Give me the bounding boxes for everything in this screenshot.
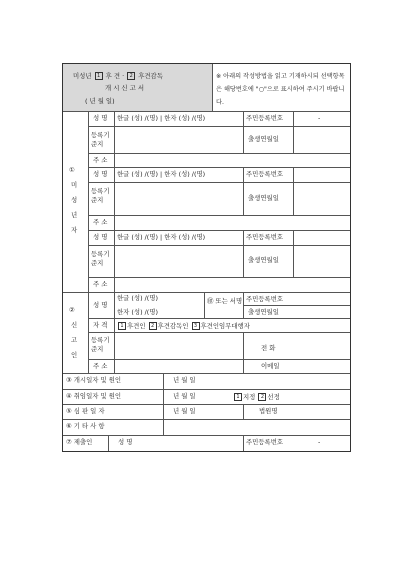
name-label: 성 명: [93, 170, 108, 178]
birth-label: 출생연월일: [248, 308, 279, 316]
section2-title-char: 고: [71, 336, 78, 344]
appointment-date-value[interactable]: 년 월 일: [173, 392, 196, 400]
address-label: 주 소: [93, 218, 108, 226]
submitter-rrn-label: 주민등록번호: [246, 438, 284, 446]
domicile-label: 등록기준지: [91, 131, 110, 148]
option-1-box[interactable]: 1: [95, 72, 103, 80]
qualification-label: 자 격: [93, 321, 108, 329]
start-date-label: ③ 개시일자 및 원인: [66, 376, 122, 384]
domicile-label: 등록기준지: [91, 250, 110, 267]
name-label: 성 명: [93, 114, 108, 122]
designation-options[interactable]: 1 지정 2 선정: [233, 393, 280, 401]
start-date-value[interactable]: 년 월 일: [173, 376, 196, 384]
court-label: 법원명: [259, 407, 278, 415]
section2-number: ②: [69, 306, 75, 314]
reporter-name-label: 성 명: [93, 301, 108, 309]
section1-number: ①: [69, 166, 75, 174]
name-field[interactable]: 한글 (성) /(명) | 한자 (성) /(명): [117, 114, 206, 122]
birth-label: 출생연월일: [248, 135, 279, 143]
address-label: 주 소: [93, 156, 108, 164]
rrn-value[interactable]: -: [318, 114, 321, 122]
birth-label: 출생연월일: [248, 256, 279, 264]
address-label: 주 소: [93, 280, 108, 288]
phone-label: 전 화: [261, 344, 276, 352]
name-label: 성 명: [93, 233, 108, 241]
section1-title-char: 성: [71, 196, 78, 204]
name-field[interactable]: 한글 (성) /(명) | 한자 (성) /(명): [117, 170, 206, 178]
rrn-label: 주민등록번호: [246, 295, 284, 303]
email-label: 이메일: [261, 362, 280, 370]
other-notes-label: ⑥ 기 타 사 항: [66, 422, 105, 430]
seal-or-signature[interactable]: ㊞ 또는 서명: [207, 297, 243, 305]
submitter-name-label: 성 명: [118, 438, 133, 446]
qualification-options[interactable]: 1 후견인 2 후견감독인 3 후견인임무대행자: [117, 322, 250, 330]
form-title: 개 시 신 고 서: [105, 84, 144, 92]
submitter-label: ⑦ 제출인: [66, 438, 93, 446]
address-label: 주 소: [93, 362, 108, 370]
option-2-box[interactable]: 2: [127, 72, 135, 80]
section2-title-char: 인: [71, 351, 78, 359]
section1-title-char: 년: [71, 211, 78, 219]
domicile-label: 등록기준지: [91, 187, 110, 204]
judgment-date-label: ⑤ 심 판 일 자: [66, 407, 105, 415]
section2-title-char: 신: [71, 321, 78, 329]
rrn-label: 주민등록번호: [246, 233, 284, 241]
date-line: ( 년 월 일): [85, 97, 115, 105]
birth-label: 출생연월일: [248, 194, 279, 202]
rrn-label: 주민등록번호: [246, 170, 284, 178]
reporter-name-han[interactable]: 한글 (성) /(명): [117, 294, 158, 302]
reporter-name-hanja[interactable]: 한자 (성) /(명): [117, 308, 158, 316]
form-title-line1: 미성년 1 후 견 · 2 후견감독: [73, 72, 163, 80]
name-field[interactable]: 한글 (성) /(명) | 한자 (성) /(명): [117, 233, 206, 241]
rrn-label: 주민등록번호: [246, 114, 284, 122]
judgment-date-value[interactable]: 년 월 일: [173, 407, 196, 415]
section1-title-char: 자: [71, 226, 78, 234]
section1-title-char: 미: [71, 181, 78, 189]
appointment-date-label: ④ 취임일자 및 원인: [66, 392, 122, 400]
submitter-rrn-value[interactable]: -: [318, 438, 321, 446]
report-form: [62, 63, 351, 452]
domicile-label: 등록기준지: [91, 336, 110, 353]
instructions: ※ 아래의 작성방법을 읽고 기재하시되 선택항목은 해당번호에 "○"으로 표시하여 주시기 바랍니다.: [216, 73, 345, 106]
